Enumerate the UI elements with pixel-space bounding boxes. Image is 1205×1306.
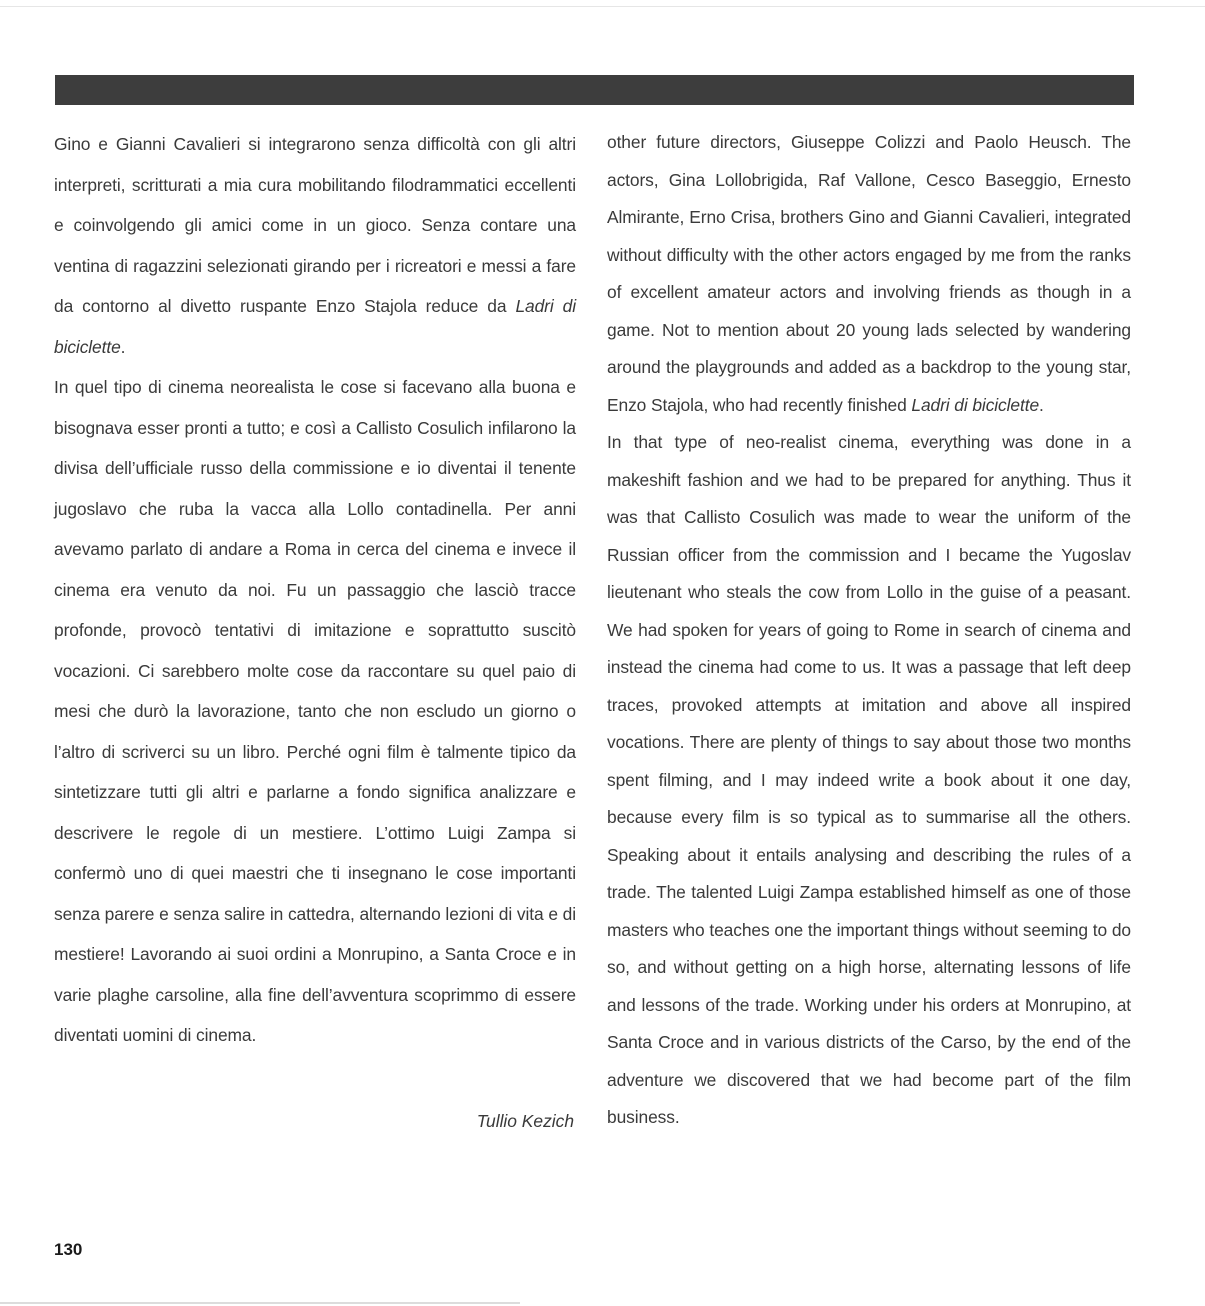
english-column <box>607 124 1131 1137</box>
author-signature: Tullio Kezich <box>476 1111 574 1131</box>
english-paragraph-1 <box>607 124 1131 424</box>
english-paragraph-2: In that type of neo-realist cinema, everything was done in a makeshift fashion and we had to be prepared for anything. Thus it was that Callisto Cosulich was made to wear the uniform of the Russian officer from the commission and I became the Yugoslav lieutenant who steals the cow from Lollo in the guise of a peasant. We had spoken for years of going to Rome in search of cinema and instead the cinema had come to us. It was a passage that left deep traces, provoked attempts at imitation and above all inspired vocations. There are plenty of things to say about those two months spent filming, and I may indeed write a book about it one day, because every film is so typical as to summarise all the others. Speaking about it entails analysing and describing the rules of a trade. The talented Luigi Zampa established himself as one of those masters who teaches one the important things without seeming to do so, and without getting on a high horse, alternating lessons of life and lessons of the trade. Working under his orders at Monrupino, at Santa Croce and in various districts of the Carso, by the end of the adventure we discovered that we had become part of the film business. <box>607 432 1131 1127</box>
italian-column <box>54 124 576 1056</box>
english-film-title: Ladri di biciclette <box>911 394 1040 415</box>
italian-paragraph-2: In quel tipo di cinema neorealista le cose si facevano alla buona e bisognava esser pronti a tutto; e così a Callisto Cosulich infilarono la divisa dell’ufficiale russo della commissione e io diventai il tenente jugoslavo che ruba la vacca alla Lollo contadinella. Per anni avevamo parlato di andare a Roma in cerca del cinema e invece il cinema era venuto da noi. Fu un passaggio che lasciò tracce profonde, provocò tentativi di imitazione e soprattutto suscitò vocazioni. Ci sarebbero molte cose da raccontare su quel paio di mesi che durò la lavorazione, tanto che non escludo un giorno o l’altro di scriverci su un libro. Perché ogni film è talmente tipico da sintetizzare tutti gli altri e parlarne a fondo significa analizzare e descrivere le regole di un mestiere. L’ottimo Luigi Zampa si confermò uno di quei maestri che ti insegnano le cose importanti senza parere e senza salire in cattedra, alternando lezioni di vita e di mestiere! Lavorando ai suoi ordini a Monrupino, a Santa Croce e in varie plaghe carsoline, alla fine dell’avventura scoprimmo di essere diventati uomini di cinema. <box>54 377 576 1045</box>
page-number: 130 <box>54 1240 83 1259</box>
italian-paragraph-1 <box>54 124 576 367</box>
english-paragraph-1-end: . <box>1039 394 1044 415</box>
top-rule <box>0 6 1205 7</box>
italian-paragraph-1-end: . <box>120 336 126 357</box>
english-paragraph-1-text: other future directors, Giuseppe Colizzi and Paolo Heusch. The actors, Gina Lollobrigida, Raf Vallone, Cesco Baseggio, Ernesto Almirante, Erno Crisa, brothers Gino and Gianni Cavalieri, integrated without difficulty with the other actors engaged by me from the ranks of excellent amateur actors and involving friends as though in a game. Not to mention about 20 young lads selected by wandering around the playgrounds and added as a backdrop to the young star, Enzo Stajola, who had recently finished <box>607 132 1131 415</box>
italian-film-title: Ladri di biciclette <box>54 296 576 357</box>
bottom-rule <box>0 1302 520 1304</box>
header-bar <box>55 75 1134 105</box>
italian-paragraph-1-text: Gino e Gianni Cavalieri si integrarono senza difficoltà con gli altri interpreti, scritturati a mia cura mobilitando filodrammatici eccellenti e coinvolgendo gli amici come in un gioco. Senza contare una ventina di ragazzini selezionati girando per i ricreatori e messi a fare da contorno al divetto ruspante Enzo Stajola reduce da <box>54 134 576 316</box>
